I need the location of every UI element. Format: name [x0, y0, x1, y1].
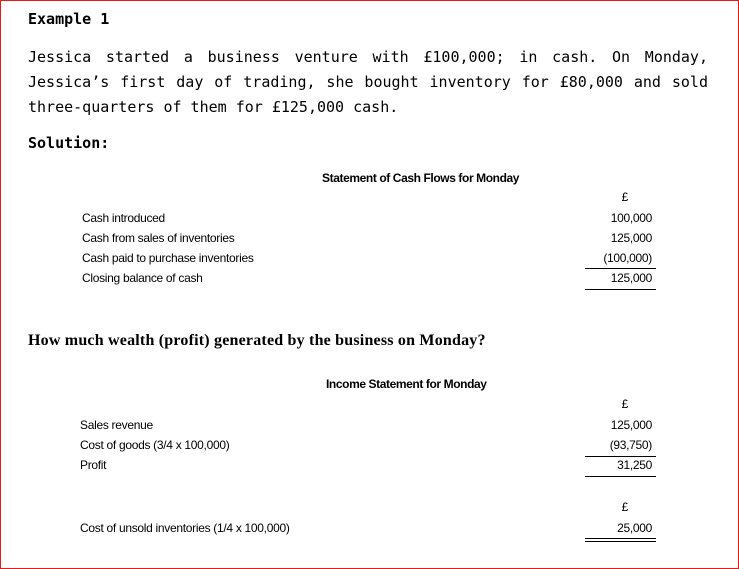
cash-row-value: 125,000 — [610, 271, 652, 285]
scenario-line-2: Jessica’s first day of trading, she bought inventory for £80,000 and sold — [28, 73, 708, 91]
scenario-line-1: Jessica started a business venture with £100,000; in cash. On Monday, — [28, 48, 708, 66]
income-row-label: Profit — [80, 458, 107, 472]
income-statement-title: Income Statement for Monday — [326, 377, 487, 391]
cash-row-value: 125,000 — [610, 231, 652, 245]
cash-row-value: 100,000 — [610, 211, 652, 225]
cash-row-label: Cash paid to purchase inventories — [82, 251, 254, 265]
cash-flows-title: Statement of Cash Flows for Monday — [322, 171, 520, 185]
unsold-rule-bottom — [585, 541, 656, 542]
unsold-value: 25,000 — [617, 521, 652, 535]
profit-question: How much wealth (profit) generated by the business on Monday? — [28, 332, 486, 349]
cash-subtotal-rule — [585, 268, 656, 269]
income-row-value: (93,750) — [609, 438, 652, 452]
scenario-line-3: three-quarters of them for £125,000 cash. — [28, 98, 399, 116]
income-currency: £ — [621, 397, 628, 411]
income-subtotal-rule — [585, 456, 656, 457]
cash-row-label: Closing balance of cash — [82, 271, 203, 285]
cash-flows-currency: £ — [621, 190, 628, 204]
cash-row-value: (100,000) — [603, 251, 652, 265]
income-row-value: 125,000 — [610, 418, 652, 432]
income-total-rule — [585, 476, 656, 477]
income-row-label: Cost of goods (3/4 x 100,000) — [80, 438, 230, 452]
unsold-currency: £ — [621, 500, 628, 514]
income-row-label: Sales revenue — [80, 418, 153, 432]
solution-label: Solution: — [28, 134, 110, 152]
income-row-value: 31,250 — [617, 458, 652, 472]
unsold-label: Cost of unsold inventories (1/4 x 100,000) — [80, 521, 290, 535]
unsold-rule-top — [585, 538, 656, 539]
cash-row-label: Cash from sales of inventories — [82, 231, 235, 245]
cash-row-label: Cash introduced — [82, 211, 165, 225]
example-title: Example 1 — [28, 10, 110, 28]
cash-total-rule — [585, 289, 656, 290]
